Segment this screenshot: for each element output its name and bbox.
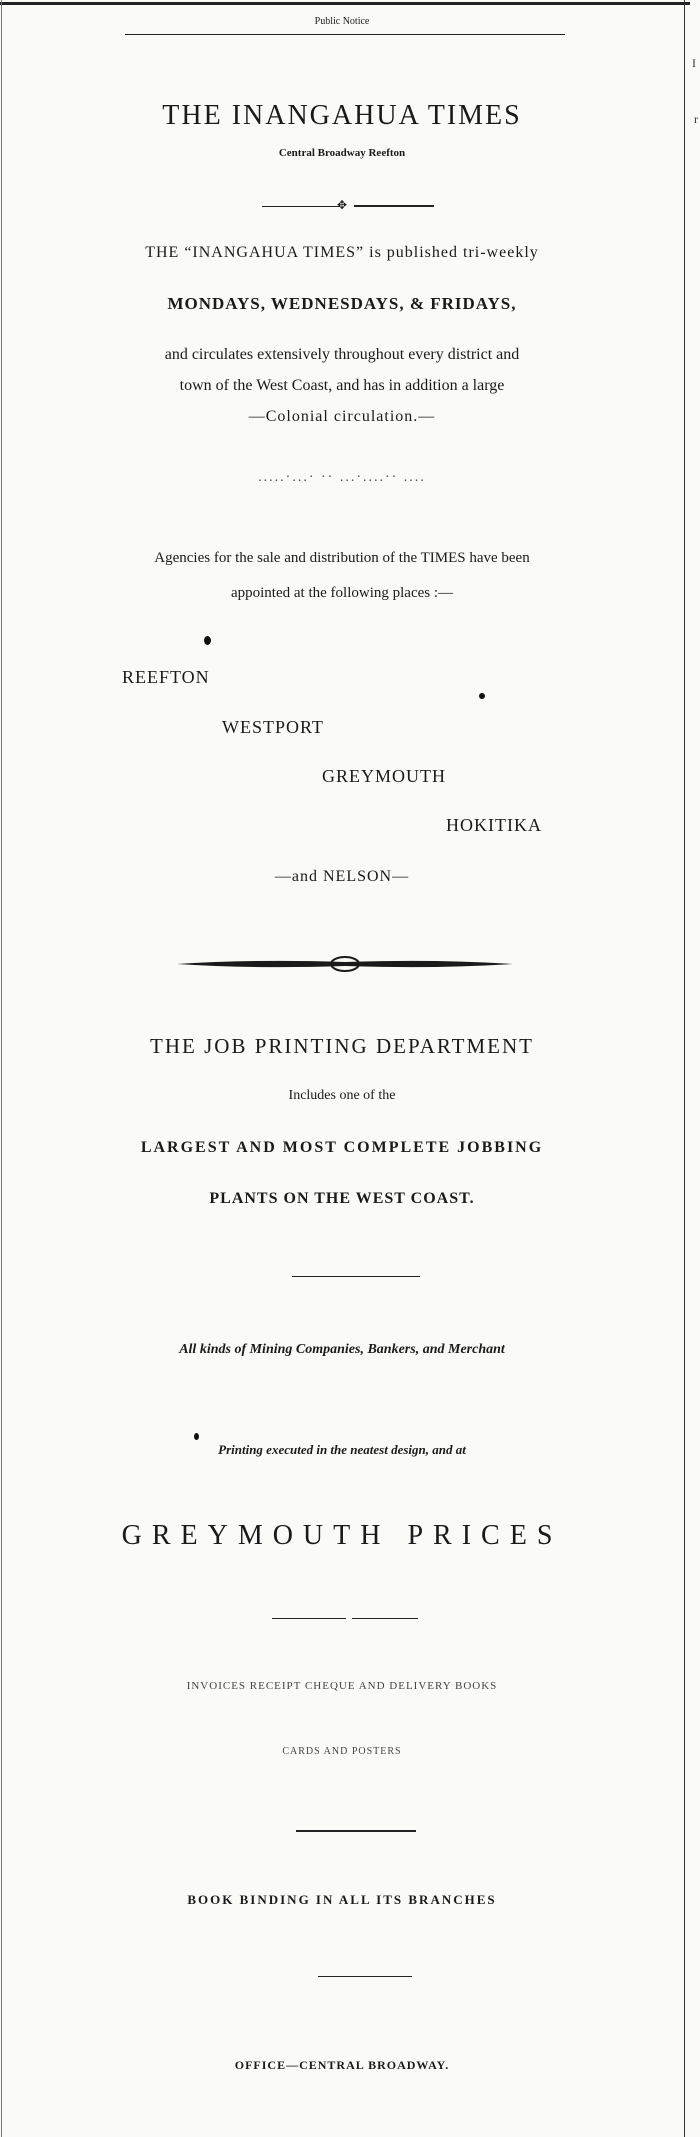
intro-line-4: —Colonial circulation.— xyxy=(248,408,436,425)
intro-line-1: THE “INANGAHUA TIMES” is published tri-weekly xyxy=(145,244,539,261)
publication-days: MONDAYS, WEDNESDAYS, & FRIDAYS, xyxy=(167,294,517,313)
ink-speck xyxy=(194,1433,199,1440)
header-rule xyxy=(125,34,565,35)
edge-mark-1: I xyxy=(692,56,696,70)
section-rule-4 xyxy=(318,1976,412,1977)
agency-hokitika: HOKITIKA xyxy=(446,815,542,835)
agencies-line-1: Agencies for the sale and distribution of the TIMES have been xyxy=(154,550,530,566)
job-printing-title: THE JOB PRINTING DEPARTMENT xyxy=(150,1034,534,1058)
intro-line-3: town of the West Coast, and has in addition a large xyxy=(179,377,505,394)
agency-westport: WESTPORT xyxy=(222,717,324,737)
section-rule-1 xyxy=(292,1276,420,1277)
section-label: Public Notice xyxy=(314,16,370,27)
mining-line-1: All kinds of Mining Companies, Bankers, and Merchant xyxy=(179,1342,505,1357)
ornament-rule-right xyxy=(354,205,434,207)
agency-nelson: —and NELSON— xyxy=(274,868,410,885)
invoices-line: INVOICES RECEIPT CHEQUE AND DELIVERY BOOKS xyxy=(186,1680,498,1692)
binding-line: BOOK BINDING IN ALL ITS BRANCHES xyxy=(187,1892,497,1907)
section-rule-2b xyxy=(352,1618,418,1619)
cards-line: CARDS AND POSTERS xyxy=(282,1746,402,1757)
column-divider xyxy=(684,0,685,2137)
agency-greymouth: GREYMOUTH xyxy=(322,766,446,786)
greymouth-prices: GREYMOUTH PRICES xyxy=(121,1520,563,1551)
top-border xyxy=(0,2,690,5)
ink-speck xyxy=(479,693,485,699)
section-rule-3 xyxy=(296,1830,416,1832)
job-printing-largest: LARGEST AND MOST COMPLETE JOBBING xyxy=(140,1139,544,1156)
mining-line-2: Printing executed in the neatest design, and at xyxy=(218,1442,466,1457)
left-edge xyxy=(1,0,2,2137)
section-rule-2a xyxy=(272,1618,346,1619)
dotted-ornament: .....·...· ·· ...·....·· .... xyxy=(258,470,426,485)
intro-line-2: and circulates extensively throughout every district and xyxy=(164,346,520,363)
masthead-title: THE INANGAHUA TIMES xyxy=(162,100,522,131)
ink-speck xyxy=(204,636,211,645)
agency-reefton: REEFTON xyxy=(122,667,210,687)
job-printing-includes: Includes one of the xyxy=(288,1088,396,1103)
job-printing-plants: PLANTS ON THE WEST COAST. xyxy=(209,1190,475,1207)
edge-mark-2: r xyxy=(694,112,698,126)
swash-divider xyxy=(175,953,515,975)
ornament-icon: ✥ xyxy=(336,198,348,212)
agencies-line-2: appointed at the following places :— xyxy=(230,585,454,601)
masthead-address: Central Broadway Reefton xyxy=(278,147,406,159)
office-address: OFFICE—CENTRAL BROADWAY. xyxy=(234,2058,450,2072)
